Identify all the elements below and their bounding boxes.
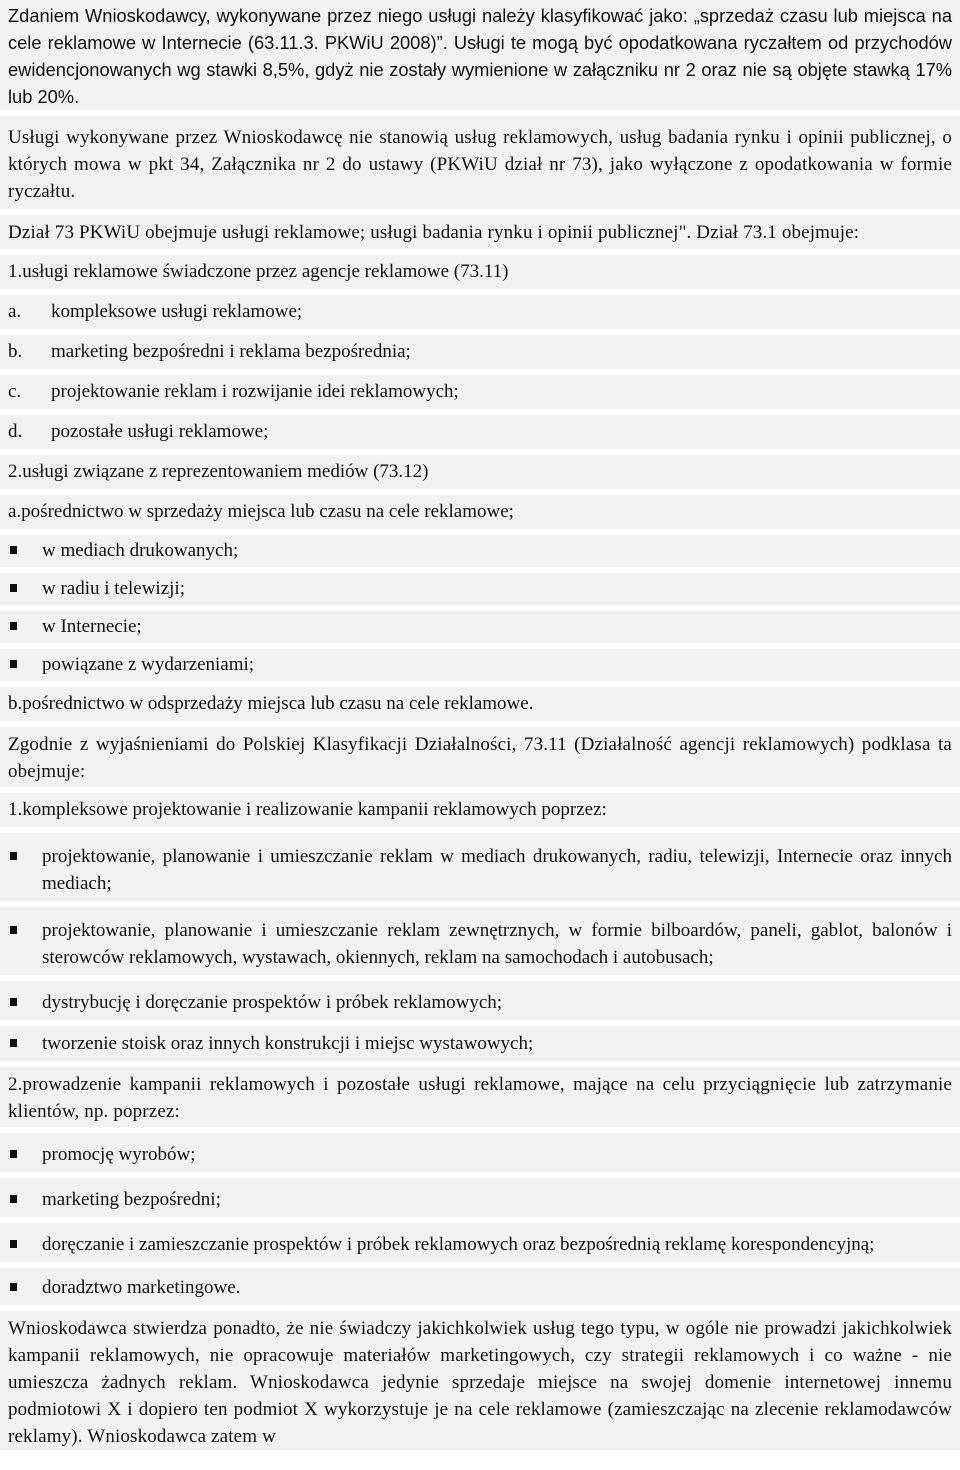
- list-item-text: marketing bezpośredni i reklama bezpośrednia;: [51, 341, 411, 362]
- paragraph-division-73: Dział 73 PKWiU obejmuje usługi reklamowe; usługi badania rynku i opinii publicznej". Dział 73.1 obejmuje:: [0, 215, 960, 249]
- list-item: [0, 535, 960, 567]
- section-heading-advertising-campaigns: 2.prowadzenie kampanii reklamowych i pozostałe usługi reklamowe, mające na celu przyciągnięcie lub zatrzymanie klientów, np. poprzez:: [0, 1067, 960, 1127]
- paragraph-opinion: Zdaniem Wnioskodawcy, wykonywane przez niego usługi należy klasyfikować jako: „sprzedaż czasu lub miejsca na cele reklamowe w Internecie (63.11.3. PKWiU 2008)”. Usługi te mogą być opodatkowana ryczałtem od przychodów ewidencjonowanych wg stawki 8,5%, gdyż nie zostały wymienione w załączniku nr 2 oraz nie są objęte stawką 17% lub 20%.: [0, 0, 960, 110]
- list-item-text: w radiu i telewizji;: [42, 578, 185, 599]
- list-item-text: projektowanie, planowanie i umieszczanie reklam w mediach drukowanych, radiu, telewizji, Internecie oraz innych mediach;: [42, 846, 952, 894]
- list-item: [0, 335, 960, 369]
- list-item-text: w Internecie;: [42, 616, 142, 637]
- list-item: [0, 1178, 960, 1217]
- list-letter: a.: [8, 301, 22, 322]
- section-heading-media-representation: 2.usługi związane z reprezentowaniem mediów (73.12): [0, 455, 960, 489]
- list-item-text: w mediach drukowanych;: [42, 540, 239, 561]
- square-bullet-icon: [8, 1141, 42, 1168]
- list-letter: b.: [8, 341, 23, 362]
- list-item: [0, 1268, 960, 1305]
- list-item-text: promocję wyrobów;: [42, 1144, 196, 1165]
- list-item: [0, 375, 960, 409]
- promotion-bullet-list: [0, 1133, 960, 1305]
- square-bullet-icon: [8, 651, 42, 678]
- square-bullet-icon: [8, 1231, 42, 1258]
- list-item: [0, 573, 960, 605]
- square-bullet-icon: [8, 1030, 42, 1057]
- campaign-bullet-list: [0, 833, 960, 1061]
- square-bullet-icon: [8, 537, 42, 564]
- media-bullet-list: [0, 535, 960, 681]
- list-item-text: projektowanie, planowanie i umieszczanie reklam zewnętrznych, w formie bilboardów, paneli, gablot, balonów i sterowców reklamowych, wystawach, okiennych, reklam na samochodach i autobusach;: [42, 920, 952, 968]
- list-item-text: marketing bezpośredni;: [42, 1189, 221, 1210]
- list-item-text: pozostałe usługi reklamowe;: [51, 421, 269, 442]
- square-bullet-icon: [8, 989, 42, 1016]
- list-item-text: doradztwo marketingowe.: [42, 1277, 241, 1298]
- paragraph-services-not-advertising: Usługi wykonywane przez Wnioskodawcę nie stanowią usług reklamowych, usług badania rynku i opinii publicznej, o których mowa w pkt 34, Załącznika nr 2 do ustawy (PKWiU dział nr 73), jako wyłączone z opodatkowania w formie ryczałtu.: [0, 116, 960, 209]
- subheading-resale-intermediation: b.pośrednictwo w odsprzedaży miejsca lub czasu na cele reklamowe.: [0, 687, 960, 721]
- lettered-list: [0, 295, 960, 449]
- list-item-text: powiązane z wydarzeniami;: [42, 654, 255, 675]
- subheading-sale-intermediation: a.pośrednictwo w sprzedaży miejsca lub czasu na cele reklamowe;: [0, 495, 960, 529]
- list-item-text: kompleksowe usługi reklamowe;: [51, 301, 303, 322]
- list-item-text: doręczanie i zamieszczanie prospektów i próbek reklamowych oraz bezpośrednią reklamę korespondencyjną;: [42, 1234, 875, 1255]
- list-item: [0, 1133, 960, 1172]
- section-heading-comprehensive-campaigns: 1.kompleksowe projektowanie i realizowanie kampanii reklamowych poprzez:: [0, 793, 960, 827]
- square-bullet-icon: [8, 1186, 42, 1213]
- section-heading-agency-services: 1.usługi reklamowe świadczone przez agencje reklamowe (73.11): [0, 255, 960, 289]
- list-item: [0, 833, 960, 901]
- list-item: [0, 981, 960, 1020]
- list-item-text: dystrybucję i doręczanie prospektów i próbek reklamowych;: [42, 992, 503, 1013]
- square-bullet-icon: [8, 843, 42, 870]
- list-item: [0, 907, 960, 975]
- list-item: [0, 649, 960, 681]
- list-item: [0, 415, 960, 449]
- list-letter: c.: [8, 381, 22, 402]
- list-item: [0, 1223, 960, 1262]
- list-letter: d.: [8, 421, 23, 442]
- list-item: [0, 1026, 960, 1061]
- paragraph-pkd-explanation: Zgodnie z wyjaśnieniami do Polskiej Klasyfikacji Działalności, 73.11 (Działalność agencji reklamowych) podklasa ta obejmuje:: [0, 727, 960, 787]
- square-bullet-icon: [8, 917, 42, 944]
- list-item: [0, 295, 960, 329]
- list-item-text: projektowanie reklam i rozwijanie idei reklamowych;: [51, 381, 459, 402]
- square-bullet-icon: [8, 613, 42, 640]
- square-bullet-icon: [8, 1274, 42, 1301]
- paragraph-applicant-statement: Wnioskodawca stwierdza ponadto, że nie świadczy jakichkolwiek usług tego typu, w ogóle nie prowadzi jakichkolwiek kampanii reklamowych, nie opracowuje materiałów marketingowych, czy strategii reklamowych i co ważne - nie umieszcza żadnych reklam. Wnioskodawca jedynie sprzedaje miejsce na swojej domenie internetowej innemu podmiotowi X i dopiero ten podmiot X wykorzystuje je na cele reklamowe (zamieszczając na zlecenie reklamodawców reklamy). Wnioskodawca zatem w: [0, 1311, 960, 1450]
- list-item-text: tworzenie stoisk oraz innych konstrukcji i miejsc wystawowych;: [42, 1033, 534, 1054]
- list-item: [0, 611, 960, 643]
- square-bullet-icon: [8, 575, 42, 602]
